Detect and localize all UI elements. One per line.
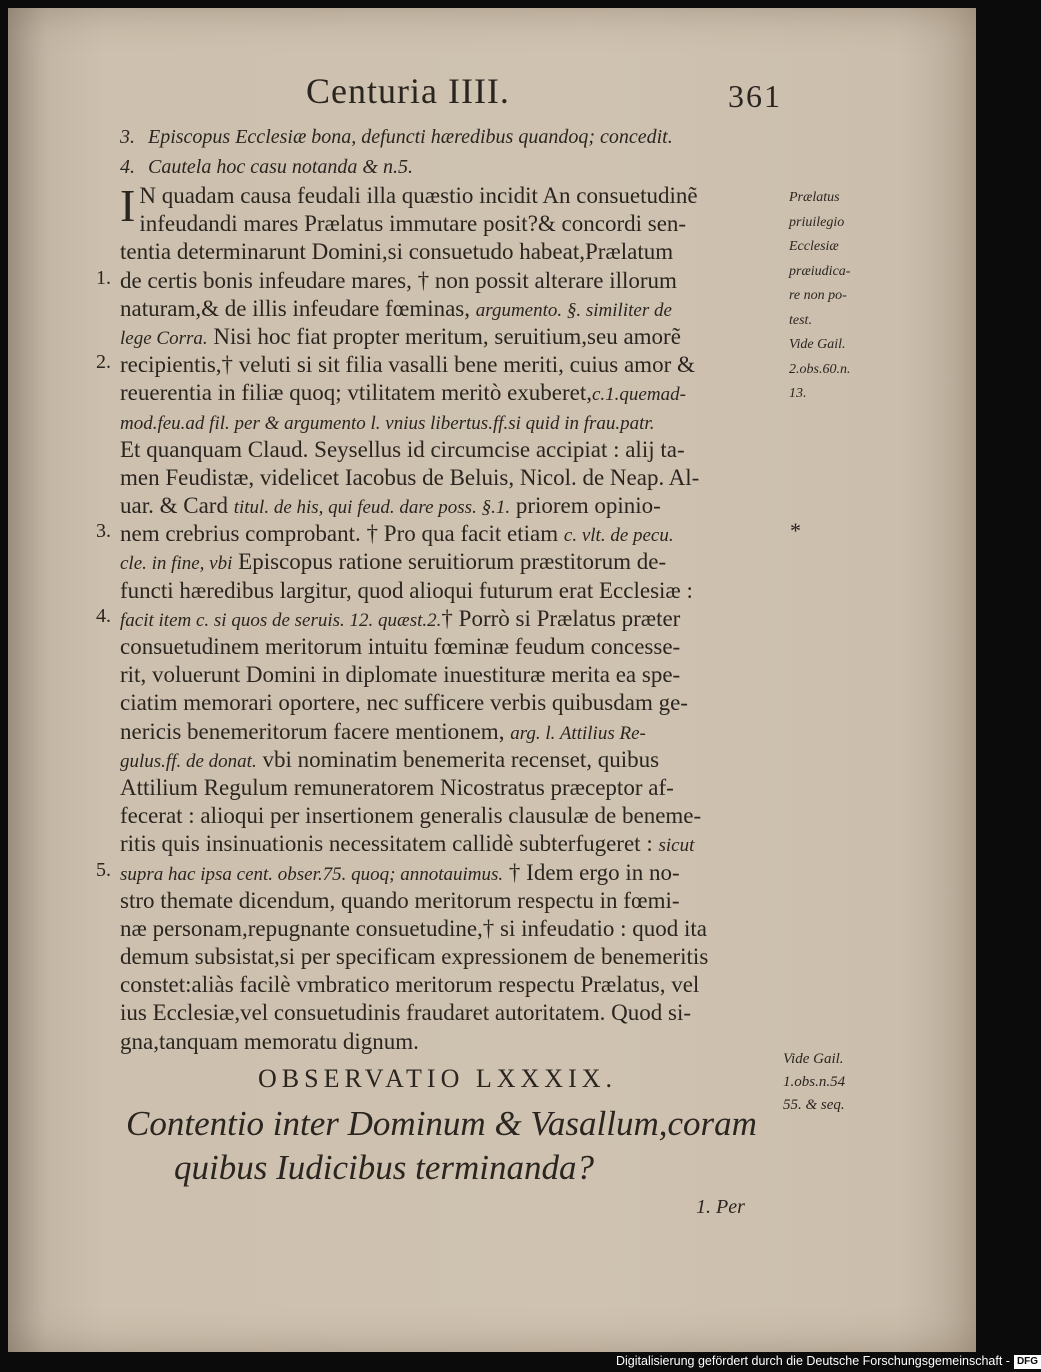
body-line [120, 915, 784, 943]
margin-note-line: re non po- [789, 288, 847, 303]
body-line [120, 464, 784, 492]
citation-text: gulus.ff. de donat. [120, 750, 257, 772]
body-text-span: nem crebrius comprobant. † Pro qua facit etiam [120, 521, 564, 547]
body-text-span: de certis bonis infeudare mares, † non possit alterare illorum [120, 267, 677, 293]
margin-note-line: 2.obs.60.n. [789, 361, 851, 377]
citation-text: supra hac ipsa cent. obser.75. quoq; annotauimus. [120, 863, 504, 885]
observation-note-line: 55. & seq. [783, 1097, 845, 1113]
citation-text: c. vlt. de pecu. [563, 525, 674, 547]
summary-number: 4. [120, 156, 135, 178]
body-text-span: stro themate dicendum, quando meritorum respectu in fœmi- [120, 887, 680, 913]
observation-heading: OBSERVATIO LXXXIX. [258, 1064, 618, 1093]
margin-note-line: Ecclesiæ [789, 239, 839, 254]
body-text [120, 182, 784, 1056]
body-line [120, 379, 784, 407]
page-header [8, 70, 976, 120]
body-text-span: ritis quis insinuationis necessitatem callidè subterfugeret : [120, 831, 659, 857]
body-text-span: ius Ecclesiæ,vel consuetudinis fraudaret autoritatem. Quod si- [120, 1000, 692, 1026]
body-line [120, 661, 784, 689]
body-text-span: † Idem ergo in no- [503, 859, 680, 885]
observation-note-line: 1.obs.n.54 [783, 1074, 846, 1090]
body-text-span: Et quanquam Claud. Seysellus id circumcise accipiat : alij ta- [120, 436, 685, 462]
body-text-span: N quadam causa feudali illa quæstio incidit An consuetudinẽ [139, 183, 698, 208]
paragraph-marker: 2. [96, 351, 111, 374]
citation-text: titul. de his, qui feud. dare poss. §.1. [233, 497, 511, 519]
body-text-span: nericis benemeritorum facere mentionem, [120, 718, 511, 744]
body-line [120, 210, 784, 238]
body-text-span: næ personam,repugnante consuetudine,† si infeudatio : quod ita [120, 915, 708, 941]
body-text-span: Episcopus ratione seruitiorum præstitorum de- [232, 549, 667, 575]
body-text-span: infeudandi mares Prælatus immutare posit?& concordi sen- [139, 211, 687, 237]
scanned-page [8, 8, 976, 1352]
body-text-span: demum subsistat,si per specificam expressionem de benemeritis [120, 944, 709, 970]
page-number: 361 [728, 78, 782, 114]
body-text-span: vbi nominatim benemerita recenset, quibus [256, 746, 660, 772]
body-text-span: uar. & Card [120, 493, 234, 519]
citation-text: facit item c. si quos de seruis. 12. quæst.2. [120, 609, 442, 631]
body-line [120, 718, 784, 746]
dfg-logo: DFG [1014, 1355, 1041, 1369]
body-line [120, 267, 784, 295]
body-line [120, 408, 784, 436]
body-line [120, 436, 784, 464]
body-line [120, 830, 784, 858]
body-line [120, 295, 784, 323]
body-text-span: naturam,& de illis infeudare fœminas, [120, 295, 476, 321]
body-line [120, 971, 784, 999]
body-line [120, 548, 784, 576]
body-text-span: Nisi hoc fiat propter meritum, seruitium,seu amorẽ [207, 323, 681, 349]
body-line [120, 943, 784, 971]
citation-text: argumento. §. similiter de [475, 299, 672, 321]
margin-note-line: Prælatus [789, 190, 840, 205]
citation-text: sicut [658, 835, 695, 857]
body-line [120, 746, 784, 774]
summary-text: Episcopus Ecclesiæ bona, defuncti hæredibus quandoq; concedit. [148, 126, 673, 148]
summary-item [120, 152, 673, 182]
observation-title-line: quibus Iudicibus terminanda? [174, 1148, 594, 1187]
body-text-span: tentia determinarunt Domini,si consuetudo habeat,Prælatum [120, 239, 674, 265]
body-text-span: men Feudistæ, videlicet Iacobus de Beluis, Nicol. de Neap. Al- [120, 464, 700, 490]
body-text-span: rit, voluerunt Domini in diplomate inuestituræ merita ea spe- [120, 662, 681, 688]
body-text-span: † Porrò si Prælatus præter [441, 605, 681, 631]
margin-notes [789, 186, 909, 407]
margin-note-line: test. [789, 312, 812, 328]
citation-text: cle. in fine, vbi [120, 553, 233, 575]
body-text-span: functi hæredibus largitur, quod alioqui futurum erat Ecclesiæ : [120, 577, 693, 603]
margin-note-line: Vide Gail. [789, 337, 846, 352]
footer-credit [616, 1350, 1039, 1372]
body-text-span: fecerat : alioqui per insertionem generalis clausulæ de beneme- [120, 803, 702, 829]
body-line [120, 999, 784, 1027]
body-line [120, 577, 784, 605]
summary-number: 3. [120, 126, 135, 148]
body-text-span: reuerentia in filiæ quoq; vtilitatem meritò exuberet, [120, 380, 592, 406]
citation-text: c.1.quemad- [592, 384, 686, 406]
citation-text: mod.feu.ad fil. per & argumento l. vnius libertus.ff.si quid in frau.patr. [120, 412, 655, 434]
body-line [120, 887, 784, 915]
body-line [120, 1028, 784, 1056]
drop-cap: I [120, 180, 136, 231]
paragraph-marker: 4. [96, 605, 111, 627]
body-text-span: constet:aliàs facilè vmbratico meritorum respectu Prælatus, vel [120, 972, 700, 998]
body-line [120, 351, 784, 379]
margin-note-line: præiudica- [789, 263, 851, 279]
citation-text: arg. l. Attilius Re- [510, 722, 646, 744]
summary-item [120, 122, 673, 152]
body-line [120, 689, 784, 717]
running-title: Centuria IIII. [306, 71, 510, 111]
catchword: 1. Per [696, 1196, 745, 1218]
body-text-span: Attilium Regulum remuneratorem Nicostratus præceptor af- [120, 774, 674, 800]
body-line [120, 238, 784, 266]
body-text-span: ciatim memorari oportere, nec sufficere verbis quibusdam ge- [120, 690, 688, 716]
body-text-span: gna,tanquam memoratu dignum. [120, 1028, 419, 1054]
observation-note-line: Vide Gail. [783, 1051, 844, 1067]
margin-note-line: priuilegio [789, 214, 845, 230]
observation-title [126, 1102, 757, 1190]
body-text-span: consuetudinem meritorum intuitu fœminæ feudum concesse- [120, 634, 681, 659]
footer-text: Digitalisierung gefördert durch die Deutsche Forschungsgemeinschaft - [616, 1354, 1010, 1368]
margin-note-line: 13. [789, 386, 807, 401]
body-text-span: recipientis,† veluti si sit filia vasalli bene meriti, cuius amor & [120, 352, 695, 378]
body-line [120, 520, 784, 548]
body-line [120, 774, 784, 802]
body-line [120, 859, 784, 887]
body-line [120, 323, 784, 351]
body-line [120, 633, 784, 661]
body-text-span: priorem opinio- [510, 493, 661, 519]
paragraph-marker: 3. [96, 520, 111, 543]
observation-title-line: Contentio inter Dominum & Vasallum,coram [126, 1104, 757, 1143]
paragraph-marker: 5. [96, 858, 111, 881]
paragraph-marker: 1. [96, 266, 111, 289]
body-line [120, 492, 784, 520]
summary-list [120, 122, 673, 182]
body-line [120, 802, 784, 830]
citation-text: lege Corra. [120, 327, 208, 349]
margin-asterisk: * [790, 518, 801, 543]
body-line [120, 605, 784, 633]
summary-text: Cautela hoc casu notanda & n.5. [148, 156, 413, 178]
observation-margin-note [783, 1048, 845, 1117]
